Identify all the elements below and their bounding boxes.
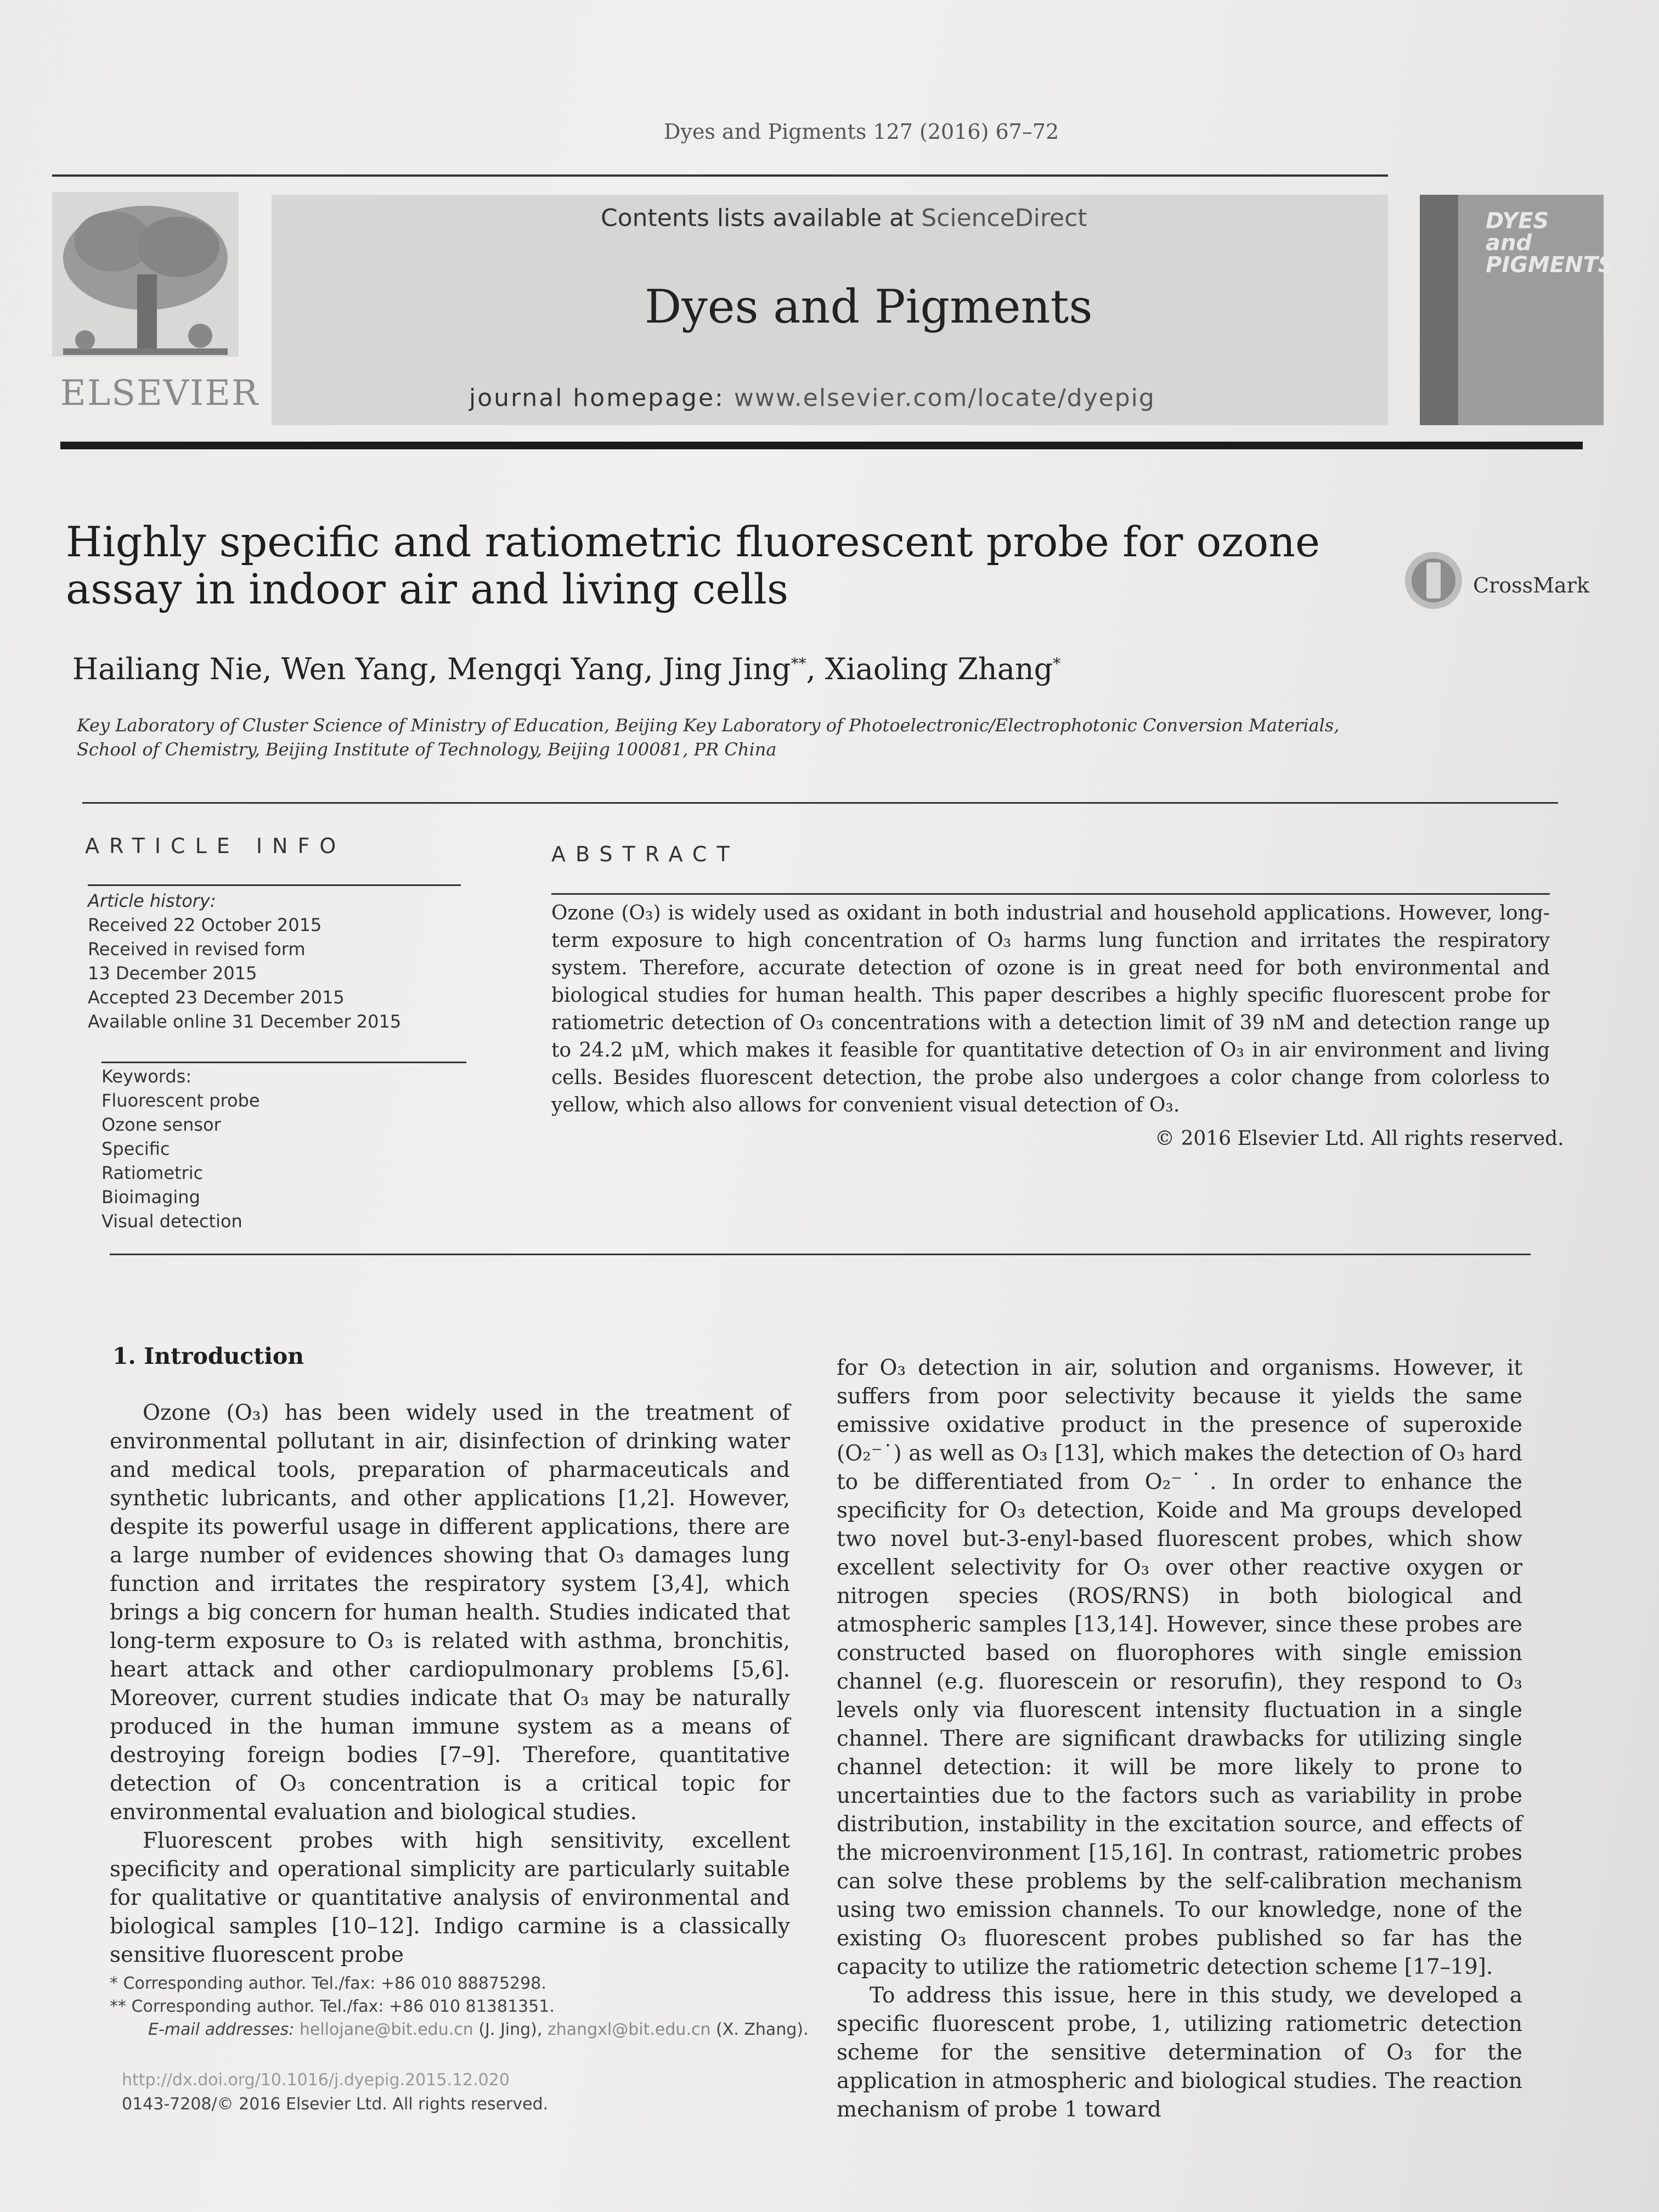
body-column-right <box>837 1354 1522 2124</box>
history-entry: Received 22 October 2015 <box>88 915 322 935</box>
body-paragraph: for O₃ detection in air, solution and organisms. However, it suffers from poor selectivity because it yields the same emissive oxidative product in the presence of superoxide (O₂⁻˙) as well as O₃ [13], which makes the detection of O₃ hard to be differentiated from O₂⁻˙. In order to enhance the specificity for O₃ detection, Koide and Ma groups developed two novel but-3-enyl-based fluorescent probes, which show excellent selectivity for O₃ over other reactive oxygen or nitrogen species (ROS/RNS) in both biological and atmospheric samples [13,14]. However, since these probes are constructed based on fluorophores with single emission channel (e.g. fluorescein or resorufin), they respond to O₃ levels only via fluorescent intensity fluctuation in a single channel. There are significant drawbacks for utilizing single channel detection: it will be more likely to prone to uncertainties due to the factors such as variability in probe distribution, instability in the excitation source, and effects of the microenvironment [15,16]. In contrast, ratiometric probes can solve these problems by the self-calibration mechanism using two emission channels. To our knowledge, none of the existing O₃ fluorescent probes published so far has the capacity to utilize the ratiometric detection scheme [17–19]. <box>837 1356 1522 1979</box>
body-paragraph: Ozone (O₃) has been widely used in the treatment of environmental pollutant in air, disinfection of drinking water and medical tools, preparation of pharmaceuticals and synthetic lubricants, and other applications [1,2]. However, despite its powerful usage in different applications, there are a large number of evidences showing that O₃ damages lung function and irritates the respiratory system [3,4], which brings a big concern for human health. Studies indicated that long-term exposure to O₃ is related with asthma, bronchitis, heart attack and other cardiopulmonary problems [5,6]. Moreover, current studies indicate that O₃ may be naturally produced in the human immune system as a means of destroying foreign bodies [7–9]. Therefore, quantitative detection of O₃ concentration is a critical topic for environmental evaluation and biological studies. <box>110 1401 790 1825</box>
keyword: Bioimaging <box>101 1187 200 1207</box>
cover-title: DYES and PIGMENTS <box>1486 208 1614 278</box>
front-matter-bottom-rule <box>110 1254 1531 1255</box>
article-info-rule <box>88 884 461 886</box>
body-paragraph: Fluorescent probes with high sensitivity, excellent specificity and operational simplicity are particularly suitable for qualitative or quantitative analysis of environmental and biological samples [10–12]. Indigo carmine is a classically sensitive fluorescent probe <box>110 1829 790 1967</box>
homepage-prefix: journal homepage: <box>469 384 734 412</box>
contents-line <box>601 204 1087 232</box>
article-title: Highly specific and ratiometric fluorescent probe for ozone assay in indoor air and living cells <box>66 517 1321 613</box>
footnotes <box>110 1972 823 2041</box>
history-entry: Available online 31 December 2015 <box>88 1011 402 1032</box>
journal-cover-thumbnail <box>1420 195 1614 425</box>
abstract-heading: ABSTRACT <box>551 842 740 866</box>
elsevier-tree-logo <box>52 192 239 400</box>
email-owner: (X. Zhang). <box>710 2020 809 2039</box>
article-history <box>88 889 401 1034</box>
author-mark: ** <box>791 654 806 673</box>
history-entry: Accepted 23 December 2015 <box>88 987 345 1008</box>
author-name[interactable]: Hailiang Nie, <box>72 652 281 686</box>
abstract-copyright: © 2016 Elsevier Ltd. All rights reserved. <box>1155 1127 1564 1150</box>
contents-prefix: Contents lists available at <box>601 204 922 232</box>
author-list <box>72 652 1060 686</box>
keyword: Visual detection <box>101 1211 242 1232</box>
top-rule <box>52 174 1388 177</box>
doi-block <box>122 2068 548 2117</box>
history-entry: Received in revised form <box>88 939 306 960</box>
section-heading: 1. Introduction <box>112 1343 304 1369</box>
journal-name: Dyes and Pigments <box>645 280 1093 334</box>
homepage-url[interactable]: www.elsevier.com/locate/dyepig <box>733 384 1155 412</box>
homepage-line <box>469 384 1155 412</box>
body-column-left <box>110 1399 790 1970</box>
email-link[interactable]: zhangxl@bit.edu.cn <box>547 2020 711 2039</box>
history-label: Article history: <box>88 890 216 911</box>
issn-line: 0143-7208/© 2016 Elsevier Ltd. All rights reserved. <box>122 2095 549 2114</box>
crossmark-icon[interactable] <box>1403 550 1464 611</box>
keywords-label: Keywords: <box>101 1066 192 1087</box>
author-name[interactable]: , Xiaoling Zhang <box>806 652 1053 686</box>
keyword: Fluorescent probe <box>101 1090 260 1111</box>
author-name[interactable]: Wen Yang, <box>281 652 447 686</box>
keyword: Ozone sensor <box>101 1114 221 1135</box>
email-owner: (J. Jing), <box>473 2020 548 2039</box>
elsevier-wordmark: ELSEVIER <box>60 373 259 414</box>
abstract-text: Ozone (O₃) is widely used as oxidant in both industrial and household applications. However, long-term exposure to high concentration of O₃ harms lung function and irritates the respiratory system. Therefore, accurate detection of ozone is in great need for both environmental and biological studies for human health. This paper describes a highly specific fluorescent probe for ratiometric detection of O₃ concentrations with a detection limit of 39 nM and detection range up to 24.2 μM, which makes it feasible for quantitative detection of O₃ in air environment and living cells. Besides fluorescent detection, the probe also undergoes a color change from colorless to yellow, which also allows for convenient visual detection of O₃. <box>551 902 1550 1116</box>
banner-bottom-rule <box>60 442 1583 449</box>
footnote: ** Corresponding author. Tel./fax: +86 010 81381351. <box>110 1997 555 2016</box>
email-label: E-mail addresses: <box>148 2020 300 2039</box>
email-link[interactable]: hellojane@bit.edu.cn <box>299 2020 473 2039</box>
crossmark-label[interactable]: CrossMark <box>1473 573 1589 597</box>
body-paragraph: To address this issue, here in this study, we developed a specific fluorescent probe, 1, utilizing ratiometric detection scheme for the sensitive determination of O₃ for the application in atmospheric and biological studies. The reaction mechanism of probe 1 toward <box>837 1983 1522 2122</box>
email-line <box>110 2018 823 2041</box>
keywords-rule <box>101 1062 466 1063</box>
footnote: * Corresponding author. Tel./fax: +86 010 88875298. <box>110 1974 546 1993</box>
keyword: Specific <box>101 1138 170 1159</box>
running-head: Dyes and Pigments 127 (2016) 67–72 <box>664 120 1059 144</box>
doi-link[interactable]: http://dx.doi.org/10.1016/j.dyepig.2015.12.020 <box>122 2070 510 2090</box>
history-entry: 13 December 2015 <box>88 963 257 984</box>
cover-texture-strip <box>1420 195 1458 425</box>
keywords <box>101 1064 260 1233</box>
author-mark: * <box>1053 654 1061 673</box>
keyword: Ratiometric <box>101 1163 204 1183</box>
affiliation-rule <box>82 802 1558 804</box>
author-name[interactable]: Mengqi Yang, <box>447 652 663 686</box>
sciencedirect-link[interactable]: ScienceDirect <box>921 204 1087 232</box>
abstract-rule <box>551 893 1550 895</box>
affiliation: Key Laboratory of Cluster Science of Ministry of Education, Beijing Key Laboratory of Photoelectronic/Electrophotonic Conversion Materials, School of Chemistry, Beijing Institute of Technology, Beijing 100081, PR China <box>77 715 1340 760</box>
author-name[interactable]: Jing Jing <box>662 652 791 686</box>
article-info-heading: ARTICLE INFO <box>85 834 346 858</box>
